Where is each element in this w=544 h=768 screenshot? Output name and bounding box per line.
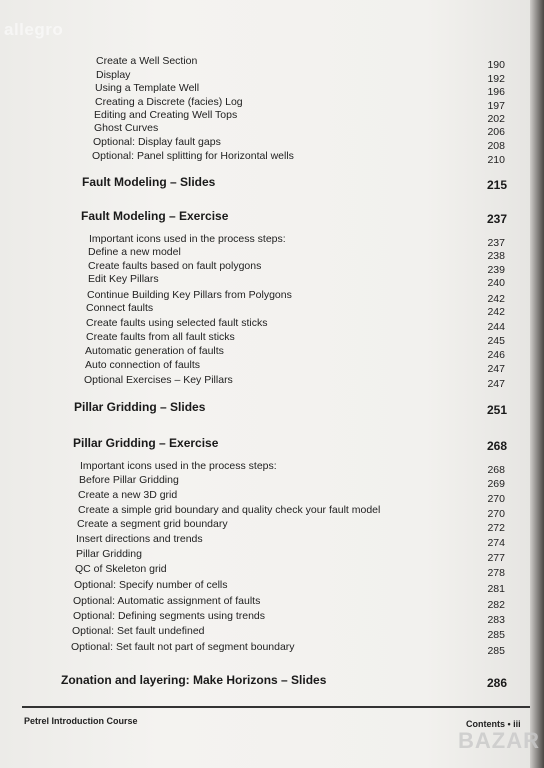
toc-entry <box>0 503 532 520</box>
toc-entry-title: Optional: Defining segments using trends <box>73 610 266 622</box>
toc-entry-title: Optional: Set fault undefined <box>72 625 205 637</box>
toc-entry-title: Optional: Automatic assignment of faults <box>73 595 261 607</box>
toc-entry-title: Insert directions and trends <box>76 533 203 545</box>
toc-entry-title: Fault Modeling – Exercise <box>81 209 229 223</box>
toc-entry <box>0 517 532 534</box>
toc-entry-page: 238 <box>487 250 505 262</box>
footer-course-title: Petrel Introduction Course <box>24 716 138 726</box>
toc-entry <box>0 459 532 476</box>
toc-entry <box>0 316 532 333</box>
toc-entry <box>0 609 532 626</box>
toc-entry-page: 268 <box>486 439 507 453</box>
toc-entry-page: 244 <box>487 321 505 333</box>
toc-entry-page: 197 <box>487 100 505 112</box>
toc-entry-title: Optional: Panel splitting for Horizontal wells <box>92 150 294 162</box>
toc-entry-page: 196 <box>487 86 505 98</box>
toc-entry-title: Auto connection of faults <box>85 359 200 371</box>
toc-entry <box>0 344 532 361</box>
toc-entry-page: 240 <box>487 277 505 289</box>
toc-entry-page: 202 <box>487 113 505 125</box>
toc-entry-page: 268 <box>487 464 505 476</box>
toc-entry <box>0 68 532 85</box>
toc-entry <box>0 135 532 152</box>
toc-entry <box>0 121 532 138</box>
toc-entry <box>0 562 532 579</box>
footer-page-label: Contents • iii <box>466 719 521 729</box>
toc-entry <box>0 95 532 112</box>
toc-entry-page: 270 <box>487 493 505 505</box>
toc-entry-title: Automatic generation of faults <box>85 345 224 357</box>
toc-entry-title: Creating a Discrete (facies) Log <box>95 96 243 108</box>
toc-entry-title: Editing and Creating Well Tops <box>94 109 238 121</box>
toc-entry-page: 270 <box>487 508 505 520</box>
toc-entry-page: 237 <box>487 237 505 249</box>
toc-entry <box>0 488 532 505</box>
toc-entry-title: Fault Modeling – Slides <box>82 175 216 189</box>
toc-entry-page: 285 <box>487 629 505 641</box>
toc-entry <box>0 640 532 657</box>
toc-entry-page: 281 <box>487 583 505 595</box>
toc-entry-page: 242 <box>487 306 505 318</box>
toc-entry-title: Edit Key Pillars <box>88 273 159 285</box>
toc-entry <box>0 473 532 490</box>
toc-entry <box>0 81 532 98</box>
toc-entry-page: 215 <box>486 178 507 192</box>
toc-entry <box>0 108 532 125</box>
toc-entry-title: Pillar Gridding – Slides <box>74 400 206 414</box>
footer-divider <box>22 706 530 708</box>
toc-entry-title: Create faults based on fault polygons <box>88 260 262 272</box>
toc-entry-title: Pillar Gridding <box>76 548 142 560</box>
toc-entry <box>0 259 532 276</box>
toc-entry-page: 237 <box>486 212 507 226</box>
toc-entry-title: Create a simple grid boundary and quality check your fault model <box>78 504 381 516</box>
toc-entry-page: 210 <box>487 154 505 166</box>
toc-entry-title: Create faults from all fault sticks <box>86 331 235 343</box>
toc-entry-page: 245 <box>487 335 505 347</box>
toc-section-entry <box>0 400 532 417</box>
toc-entry-title: Pillar Gridding – Exercise <box>73 436 219 450</box>
toc-entry-page: 246 <box>487 349 505 361</box>
toc-entry-page: 239 <box>487 264 505 276</box>
toc-entry-title: Optional: Display fault gaps <box>93 136 221 148</box>
toc-entry <box>0 245 532 262</box>
toc-entry <box>0 578 532 595</box>
toc-entry-page: 242 <box>487 293 505 305</box>
toc-entry-page: 208 <box>487 140 505 152</box>
toc-entry-title: Important icons used in the process steps: <box>89 233 286 245</box>
toc-section-entry <box>0 673 532 690</box>
toc-entry-title: Optional: Specify number of cells <box>74 579 228 591</box>
toc-entry <box>0 547 532 564</box>
toc-entry <box>0 232 532 249</box>
toc-entry-title: QC of Skeleton grid <box>75 563 167 575</box>
toc-section-entry <box>0 209 532 226</box>
toc-entry <box>0 532 532 549</box>
toc-entry-page: 251 <box>486 403 507 417</box>
toc-entry-title: Create a segment grid boundary <box>77 518 228 530</box>
toc-entry-page: 283 <box>487 614 505 626</box>
toc-entry-page: 277 <box>487 552 505 564</box>
toc-entry-page: 247 <box>487 363 505 375</box>
toc-entry-page: 206 <box>487 126 505 138</box>
toc-entry <box>0 288 532 305</box>
page-edge-shadow <box>530 0 544 768</box>
toc-entry <box>0 301 532 318</box>
toc-entry-page: 278 <box>487 567 505 579</box>
toc-entry-title: Optional: Set fault not part of segment boundary <box>71 641 295 653</box>
toc-entry <box>0 373 532 390</box>
watermark-bottom: BAZAR <box>458 728 540 753</box>
toc-entry-title: Important icons used in the process steps: <box>80 460 277 472</box>
toc-entry-title: Create faults using selected fault sticks <box>86 317 268 329</box>
toc-entry-title: Using a Template Well <box>95 82 200 94</box>
toc-entry <box>0 149 532 166</box>
toc-entry-page: 269 <box>487 478 505 490</box>
toc-entry-title: Continue Building Key Pillars from Polygons <box>87 289 292 301</box>
toc-section-entry <box>0 436 532 453</box>
toc-entry-page: 285 <box>487 645 505 657</box>
toc-entry-page: 274 <box>487 537 505 549</box>
toc-entry <box>0 594 532 611</box>
toc-entry-page: 282 <box>487 599 505 611</box>
toc-entry <box>0 330 532 347</box>
toc-entry-title: Ghost Curves <box>94 122 159 134</box>
toc-entry-page: 272 <box>487 522 505 534</box>
toc-entry <box>0 54 532 71</box>
toc-entry <box>0 272 532 289</box>
toc-entry-page: 286 <box>486 676 507 690</box>
toc-entry-page: 192 <box>487 73 505 85</box>
toc-entry <box>0 624 532 641</box>
toc-entry-title: Connect faults <box>86 302 154 314</box>
toc-entry-page: 190 <box>487 59 505 71</box>
toc-entry-title: Display <box>96 69 131 81</box>
toc-entry-title: Create a Well Section <box>96 55 198 67</box>
toc-section-entry <box>0 175 532 192</box>
toc-entry-title: Create a new 3D grid <box>78 489 178 501</box>
toc-entry-title: Before Pillar Gridding <box>79 474 179 486</box>
toc-entry-title: Zonation and layering: Make Horizons – Slides <box>61 673 327 687</box>
toc-entry-title: Define a new model <box>88 246 181 258</box>
toc-entry-title: Optional Exercises – Key Pillars <box>84 374 233 386</box>
toc-entry <box>0 358 532 375</box>
toc-entry-page: 247 <box>487 378 505 390</box>
watermark-top: allegro <box>4 20 64 39</box>
